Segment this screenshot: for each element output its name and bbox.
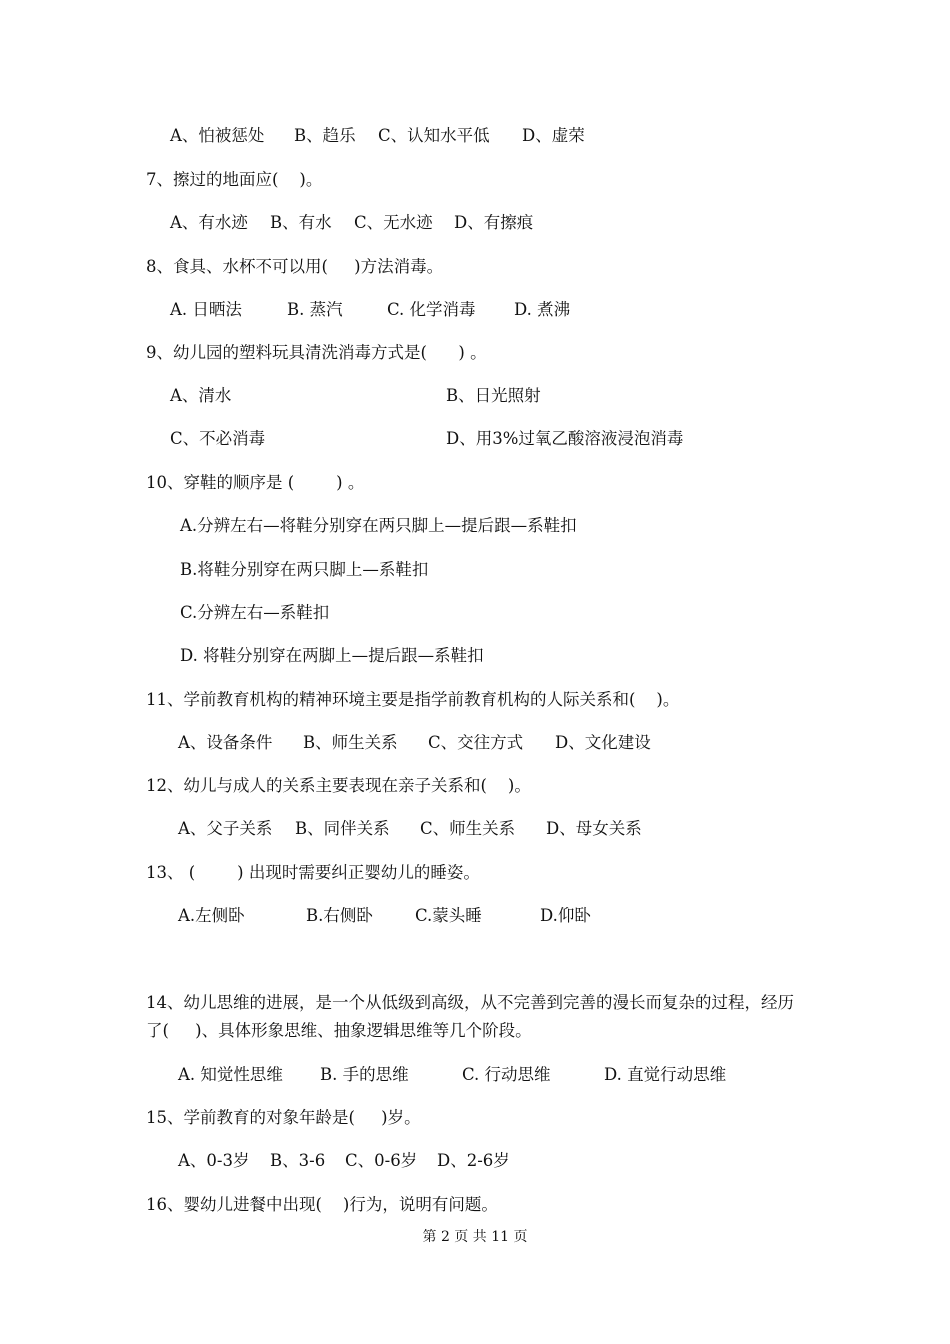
- q13-option-d: D.仰卧: [540, 906, 591, 925]
- q6-option-d: D、虚荣: [522, 126, 585, 145]
- question-8-stem: 8、食具、水杯不可以用( )方法消毒。: [146, 257, 444, 276]
- question-15-stem: 15、学前教育的对象年龄是( )岁。: [146, 1108, 421, 1127]
- q15-option-c: C、0-6岁: [345, 1151, 418, 1170]
- question-11-stem: 11、学前教育机构的精神环境主要是指学前教育机构的人际关系和( )。: [146, 690, 680, 709]
- q8-option-a: A. 日晒法: [170, 300, 242, 319]
- q12-option-b: B、同伴关系: [295, 819, 390, 838]
- q14-option-b: B. 手的思维: [320, 1065, 409, 1084]
- q14-option-a: A. 知觉性思维: [178, 1065, 283, 1084]
- q11-option-c: C、交往方式: [428, 733, 524, 752]
- q8-option-c: C. 化学消毒: [387, 300, 476, 319]
- question-12-stem: 12、幼儿与成人的关系主要表现在亲子关系和( )。: [146, 776, 531, 795]
- q11-option-b: B、师生关系: [303, 733, 398, 752]
- question-10-stem: 10、穿鞋的顺序是 ( ) 。: [146, 473, 365, 492]
- q7-option-b: B、有水: [270, 213, 332, 232]
- q15-option-b: B、3-6: [270, 1151, 326, 1170]
- q9-option-c: C、不必消毒: [170, 429, 266, 448]
- q6-option-c: C、认知水平低: [378, 126, 490, 145]
- page-footer: 第 2 页 共 11 页: [422, 1229, 528, 1245]
- question-14-stem-line-1: 14、幼儿思维的进展，是一个从低级到高级，从不完善到完善的漫长而复杂的过程，经历: [146, 993, 794, 1012]
- q10-option-a: A.分辨左右—将鞋分别穿在两只脚上—提后跟—系鞋扣: [180, 516, 577, 535]
- q8-option-d: D. 煮沸: [514, 300, 571, 319]
- q7-option-a: A、有水迹: [170, 213, 248, 232]
- q11-option-d: D、文化建设: [555, 733, 651, 752]
- q10-option-b: B.将鞋分别穿在两只脚上—系鞋扣: [180, 560, 429, 579]
- question-14-stem-line-2: 了( )、具体形象思维、抽象逻辑思维等几个阶段。: [146, 1021, 532, 1040]
- q14-option-c: C. 行动思维: [462, 1065, 551, 1084]
- q15-option-d: D、2-6岁: [437, 1151, 510, 1170]
- question-7-stem: 7、擦过的地面应( )。: [146, 170, 323, 189]
- q8-option-b: B. 蒸汽: [287, 300, 343, 319]
- q12-option-d: D、母女关系: [546, 819, 642, 838]
- q10-option-c: C.分辨左右—系鞋扣: [180, 603, 330, 622]
- q13-option-c: C.蒙头睡: [415, 906, 482, 925]
- q13-option-a: A.左侧卧: [178, 906, 245, 925]
- q11-option-a: A、设备条件: [178, 733, 273, 752]
- q14-option-d: D. 直觉行动思维: [604, 1065, 727, 1084]
- q12-option-a: A、父子关系: [178, 819, 273, 838]
- q13-option-b: B.右侧卧: [306, 906, 373, 925]
- q15-option-a: A、0-3岁: [178, 1151, 250, 1170]
- q6-option-a: A、怕被惩处: [170, 126, 265, 145]
- question-13-stem: 13、 ( ) 出现时需要纠正婴幼儿的睡姿。: [146, 863, 480, 882]
- q12-option-c: C、师生关系: [420, 819, 516, 838]
- question-9-stem: 9、幼儿园的塑料玩具清洗消毒方式是( ) 。: [146, 343, 487, 362]
- question-16-stem: 16、婴幼儿进餐中出现( )行为，说明有问题。: [146, 1195, 498, 1214]
- q9-option-d: D、用3%过氧乙酸溶液浸泡消毒: [446, 429, 684, 448]
- q7-option-c: C、无水迹: [354, 213, 433, 232]
- q9-option-b: B、日光照射: [446, 386, 541, 405]
- q7-option-d: D、有擦痕: [454, 213, 534, 232]
- q10-option-d: D. 将鞋分别穿在两脚上—提后跟—系鞋扣: [180, 646, 484, 665]
- q9-option-a: A、清水: [170, 386, 232, 405]
- q6-option-b: B、趋乐: [294, 126, 356, 145]
